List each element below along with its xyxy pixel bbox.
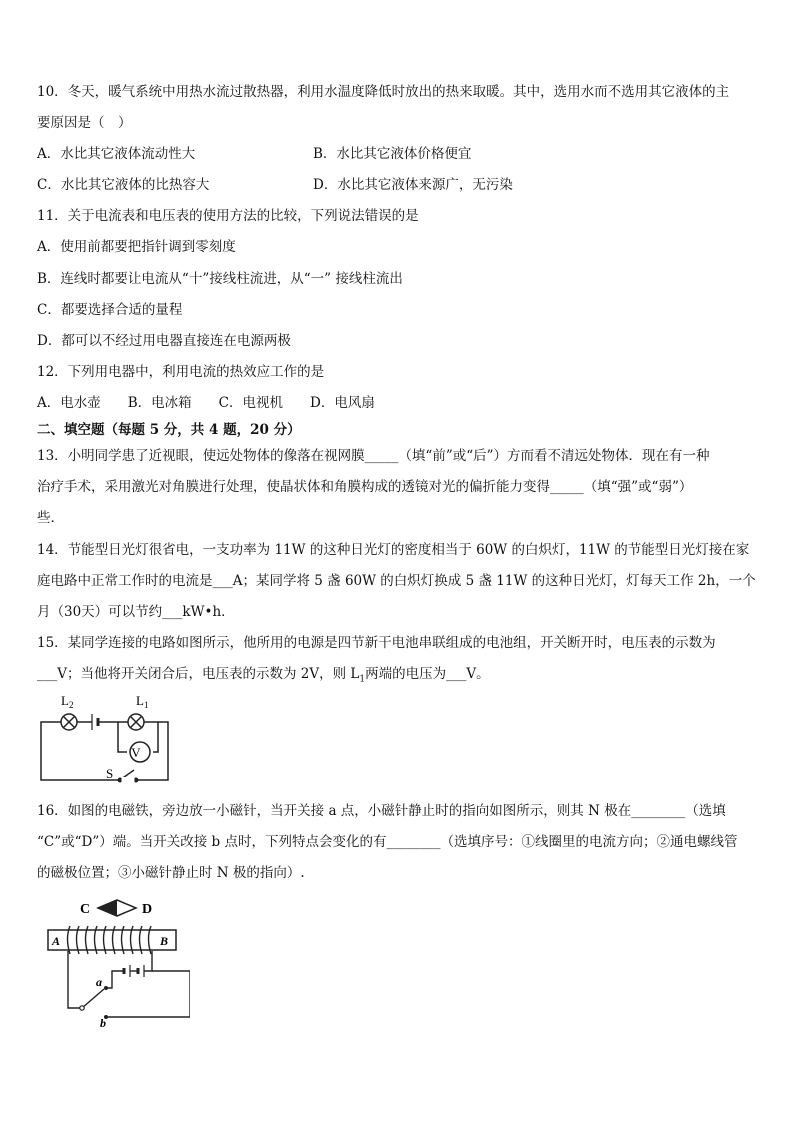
q10-option-d: D．水比其它液体来源广，无污染 bbox=[313, 177, 513, 193]
q16-line2: “C”或“D”）端。当开关改接 b 点时，下列特点会变化的有________（选填序号：①线圈里的电流方向；②通电螺线管 bbox=[37, 834, 738, 850]
q16-contact-b: b bbox=[100, 1016, 106, 1028]
compass-needle-icon bbox=[98, 900, 136, 916]
q12-options: A．电水壶 B．电冰箱 C．电视机 D．电风扇 bbox=[37, 395, 375, 411]
q11-option-d: D．都可以不经过用电器直接连在电源两极 bbox=[37, 333, 291, 349]
q15-circuit-figure bbox=[36, 692, 176, 786]
q11-stem: 11．关于电流表和电压表的使用方法的比较，下列说法错误的是 bbox=[37, 208, 419, 224]
q14-line2: 庭电路中正常工作时的电流是___A；某同学将 5 盏 60W 的白炽灯换成 5 盏 11W 的这种日光灯，灯每天工作 2h，一个 bbox=[37, 573, 756, 589]
q10-stem-line2: 要原因是（ ） bbox=[37, 115, 132, 131]
q16-label-d: D bbox=[142, 902, 153, 917]
q15-label-l2: $L_2$ bbox=[61, 693, 74, 710]
q16-electromagnet-figure bbox=[40, 893, 190, 1028]
q15-switch-label: S bbox=[106, 766, 114, 781]
q10-option-b: B．水比其它液体价格便宜 bbox=[313, 146, 472, 162]
q16-line1: 16．如图的电磁铁，旁边放一小磁针，当开关接 a 点，小磁针静止时的指向如图所示，则其 N 极在________（选填 bbox=[37, 803, 726, 819]
section2-heading: 二、填空题（每题 5 分，共 4 题，20 分） bbox=[37, 422, 301, 438]
q15-label-l1: $L_1$ bbox=[136, 693, 149, 710]
q10-option-c: C．水比其它液体的比热容大 bbox=[37, 177, 210, 193]
q13-line3: 些． bbox=[37, 510, 64, 526]
q11-option-a: A．使用前都要把指针调到零刻度 bbox=[37, 239, 236, 255]
q10-option-a: A．水比其它液体流动性大 bbox=[37, 146, 196, 162]
q13-line1: 13．小明同学患了近视眼，使远处物体的像落在视网膜_____（填“前”或“后”）方而看不清远处物体．现在有一种 bbox=[37, 448, 710, 464]
q10-stem-line1: 10．冬天，暖气系统中用热水流过散热器，利用水温度降低时放出的热来取暖。其中，选用水而不选用其它液体的主 bbox=[37, 84, 730, 100]
q15-line1: 15．某同学连接的电路如图所示，他所用的电源是四节新干电池串联组成的电池组，开关断开时，电压表的示数为 bbox=[37, 635, 716, 651]
q16-contact-a: a bbox=[96, 975, 102, 989]
q14-line3: 月（30天）可以节约___kW•h． bbox=[37, 604, 235, 620]
q15-line2: ___V；当他将开关闭合后，电压表的示数为 2V，则 $L_1$两端的电压为___V。 bbox=[37, 666, 490, 685]
q11-option-b: B．连线时都要让电流从“十”接线柱流进，从“一” 接线柱流出 bbox=[37, 271, 403, 287]
q13-line2: 治疗手术，采用激光对角膜进行处理，使晶状体和角膜构成的透镜对光的偏折能力变得_____（填“强”或“弱”） bbox=[37, 479, 693, 495]
q14-line1: 14．节能型日光灯很省电，一支功率为 11W 的这种日光灯的密度相当于 60W 的白炽灯，11W 的节能型日光灯接在家 bbox=[37, 542, 750, 558]
q11-option-c: C．都要选择合适的量程 bbox=[37, 302, 183, 318]
q16-end-b: B bbox=[160, 934, 169, 948]
q16-label-c: C bbox=[80, 902, 91, 917]
q16-line3: 的磁极位置；③小磁针静止时 N 极的指向）. bbox=[37, 865, 305, 881]
q15-voltmeter-label: V bbox=[131, 745, 141, 760]
q12-stem: 12．下列用电器中，利用电流的热效应工作的是 bbox=[37, 364, 325, 380]
q16-end-a: A bbox=[52, 934, 61, 948]
